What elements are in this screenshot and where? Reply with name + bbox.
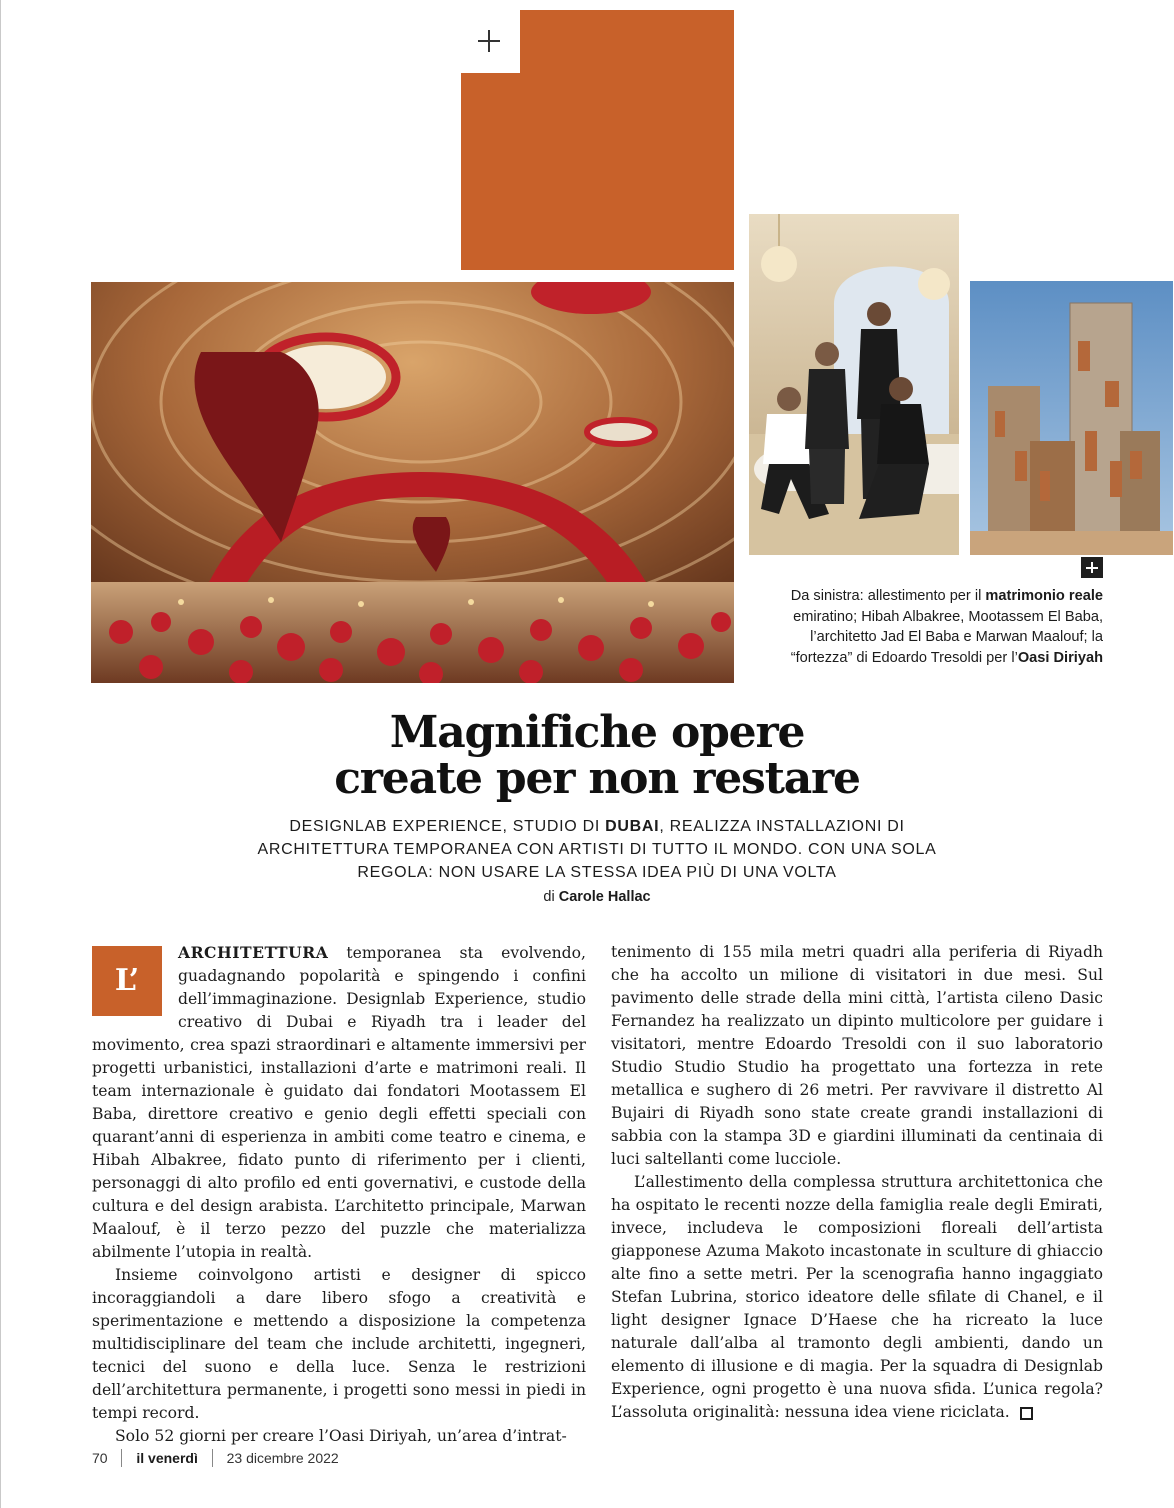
body-paragraph-5: L’allestimento della complessa struttura architettonica che ha ospitato le recenti nozze della famiglia reale degli Emirati, invece, includeva le composizioni floreali dell’artista giapponese Azuma Makoto incastonate in sculture di ghiaccio alte fino a sette metri. Per la scenografia hanno ingaggiato Stefan Lubrina, storico ideatore delle sfilate di Chanel, e il light designer Ignace D’Haese che ha ricreato la luce naturale dall’alba al tramonto degli ambienti, dando un elemento di illusione e di magia. Per la squadra di Designlab Experience, ogni progetto è una nuova sfida. L’unica regola? L’assoluta originalità: nessuna idea viene riciclata. bbox=[611, 1173, 1103, 1421]
page-footer bbox=[92, 1449, 339, 1467]
headline-line-2: create per non restare bbox=[334, 753, 860, 804]
byline: di Carole Hallac bbox=[543, 889, 651, 905]
body-paragraph-3: Solo 52 giorni per creare l’Oasi Diriyah, un’area d’intrat- bbox=[115, 1427, 567, 1445]
standfirst: DESIGNLAB EXPERIENCE, STUDIO DI DUBAI, REALIZZA INSTALLAZIONI DI ARCHITETTURA TEMPORANEA CON ARTISTI DI TUTTO IL MONDO. CON UNA SOLA REGOLA: NON USARE LA STESSA IDEA PIÙ DI UNA VOLTA bbox=[257, 818, 937, 881]
photo-caption: Da sinistra: allestimento per il matrimonio reale emiratino; Hibah Albakree, Mootassem El Baba, l’architetto Jad El Baba e Marwan Maalouf; la “fortezza” di Edoardo Tresoldi per l’Oasi Diriyah bbox=[790, 588, 1103, 666]
section-list bbox=[1099, 178, 1148, 250]
caption-bold-1: matrimonio reale bbox=[985, 588, 1103, 604]
section-item-moda: MODA bbox=[1104, 215, 1148, 230]
end-square-icon bbox=[1020, 1407, 1033, 1420]
section-item-cibo: CIBO bbox=[1114, 197, 1148, 212]
lead-word: ARCHITETTURA bbox=[178, 943, 329, 962]
section-title: DOLCEVITA bbox=[974, 140, 1148, 171]
page-number: 70 bbox=[92, 1450, 108, 1467]
plus-icon bbox=[478, 30, 500, 52]
page-edge bbox=[0, 0, 1, 1508]
headline-line-1: Magnifiche opere bbox=[389, 707, 805, 758]
body-column-right bbox=[611, 941, 1103, 1424]
section-item-viaggi: VIAGGI bbox=[1098, 179, 1148, 194]
magazine-name: il venerdì bbox=[136, 1450, 198, 1467]
footer-divider bbox=[121, 1449, 122, 1467]
issue-date: 23 dicembre 2022 bbox=[226, 1450, 339, 1467]
standfirst-bold: DUBAI bbox=[605, 818, 660, 835]
footer-divider bbox=[212, 1449, 213, 1467]
fortress-photo bbox=[970, 281, 1173, 555]
caption-bold-2: Oasi Diriyah bbox=[1017, 649, 1103, 666]
byline-author: Carole Hallac bbox=[558, 889, 651, 905]
body-column-left bbox=[92, 941, 586, 1448]
wedding-hall-photo bbox=[91, 282, 734, 683]
dropcap: L’ bbox=[92, 946, 162, 1016]
body-paragraph-4: tenimento di 155 mila metri quadri alla periferia di Riyadh che ha accolto un milione di visitatori in due mesi. Sul pavimento delle strade della mini città, l’artista cileno Dasic Fernandez ha realizzato un dipinto multicolore per guidare i visitatori, mentre Edoardo Tresoldi con il suo laboratorio Studio Studio Studio ha progettato una fortezza in rete metallica e sughero di 26 metri. Per ravvivare il distretto Al Bujairi di Riyadh sono state create grandi installazioni di sabbia con la stampa 3D e giardini illuminati da centinaia di luci saltellanti come lucciole. bbox=[611, 943, 1103, 1168]
body-paragraph-1: L’ ARCHITETTURA temporanea sta evolvendo, guadagnando popolarità e spingendo i confini dell’immaginazione. Designlab Experience, studio creativo di Dubai e Riyadh tra i leader del movimento, crea spazi straordinari e altamente immersivi per progetti urbanistici, installazioni d’arte e matrimoni reali. Il team internazionale è guidato dai fondatori Mootassem El Baba, direttore creativo e genio degli effetti speciali con quarant’anni di esperienza in ambiti come teatro e cinema, e Hibah Albakree, fidato punto di riferimento per i clienti, personaggi di alto profilo ed enti governativi, e custode della cultura e del design arabista. L’architetto principale, Marwan Maalouf, è il terzo pezzo del puzzle che materializza abilmente l’utopia in realtà. bbox=[92, 943, 586, 1261]
plus-box-icon bbox=[1081, 557, 1103, 578]
headline bbox=[200, 707, 994, 804]
founders-photo bbox=[749, 214, 959, 555]
body-paragraph-2: Insieme coinvolgono artisti e designer di spicco incoraggiandoli a dare libero sfogo a creatività e sperimentazione e mettendo a disposizione la competenza multidisciplinare del team che include architetti, ingegneri, tecnici del suono e della luce. Senza le restrizioni dell’architettura permanente, i progetti sono messi in piedi in tempi record. bbox=[92, 1266, 586, 1422]
section-item-sport: SPORT bbox=[1101, 233, 1148, 248]
